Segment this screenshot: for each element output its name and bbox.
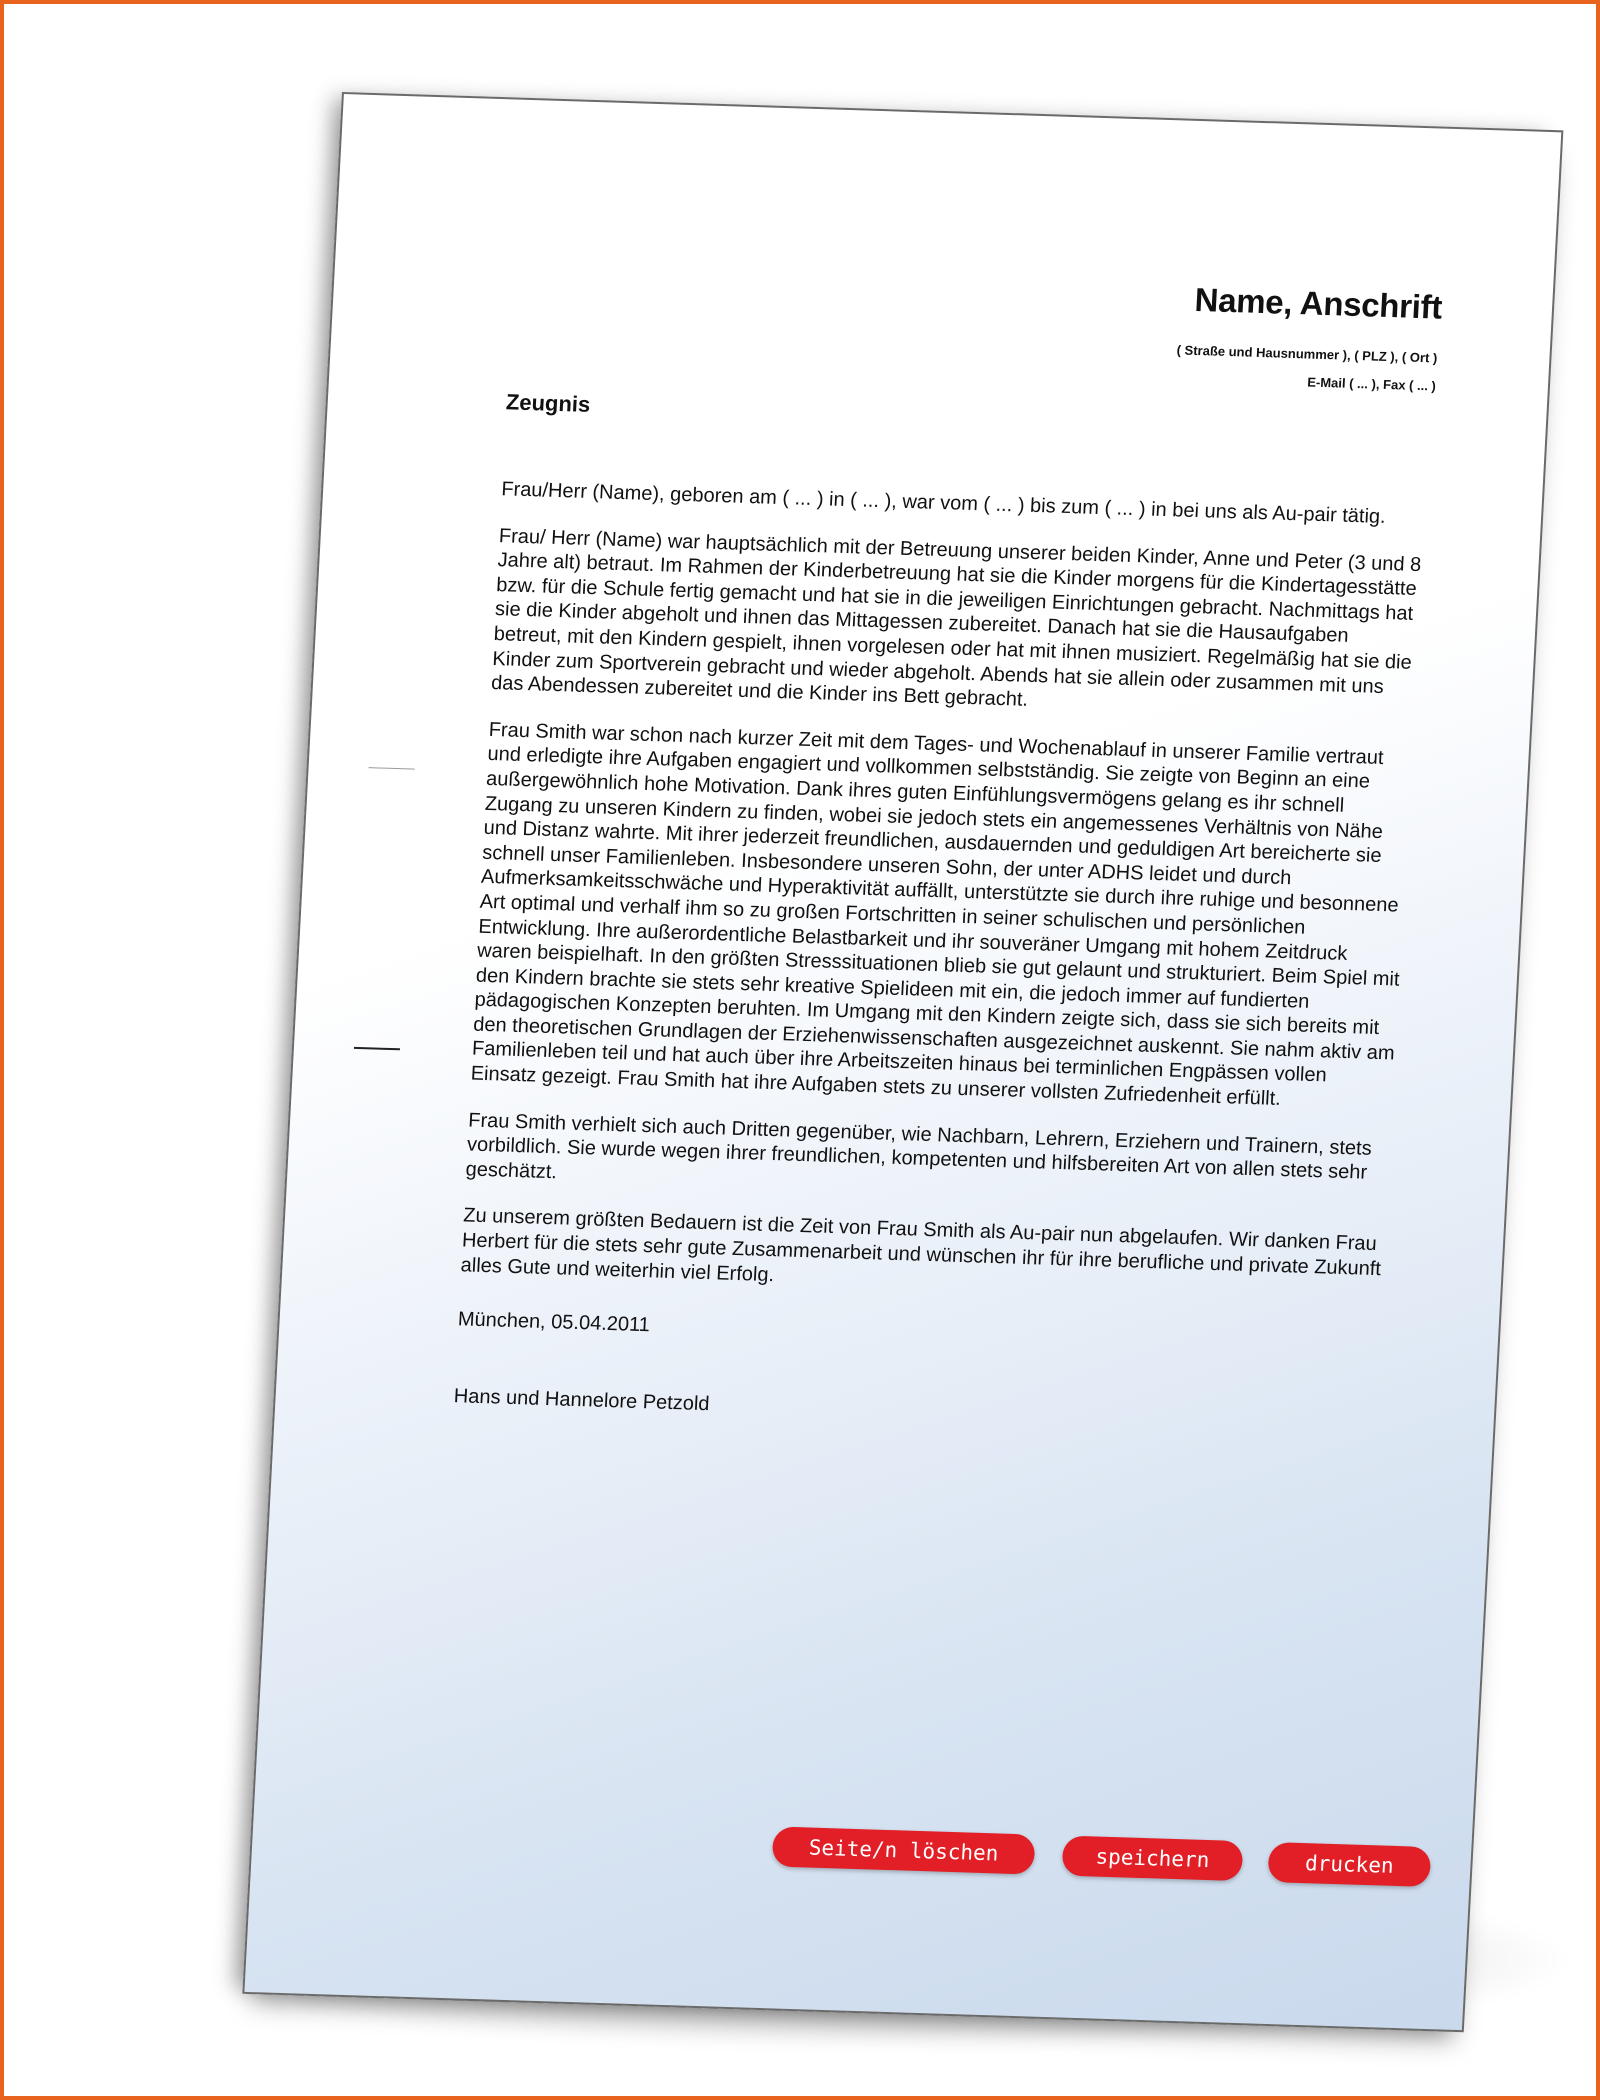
- letterhead-address: ( Straße und Hausnummer ), ( PLZ ), ( Ort ): [1176, 342, 1438, 366]
- document-body: [452, 477, 1427, 1459]
- document-page: [242, 92, 1563, 2032]
- paragraph-closing: Zu unserem größten Bedauern ist die Zeit von Frau Smith als Au-pair nun abgelaufen. Wir danken Frau Herbert für die stets sehr gute Zusammenarbeit und wünschen ihr für ihre berufliche und private Zukunft alles Gute und weiterhin viel Erfolg.: [460, 1204, 1382, 1286]
- paragraph-assessment: Frau Smith war schon nach kurzer Zeit mit dem Tages- und Wochenablauf in unserer Familie vertraut und erledigte ihre Aufgaben engagiert und vollkommen selbstständig. Sie zeigte von Beginn an eine außergewöhnlich hohe Motivation. Dank ihres guten Einfühlungsvermögens gelang es ihr schnell Zugang zu unseren Kindern zu finden, wobei sie jedoch stets ein angemessenes Verhältnis von Nähe und Distanz wahrte. Mit ihrer jederzeit freundlichen, ausdauernden und geduldigen Art bereicherte sie schnell unser Familienleben. Insbesondere unseren Sohn, der unter ADHS leidet und durch Aufmerksamkeitsschwäche und Hyperaktivität auffällt, unterstützte sie durch ihre ruhige und besonnene Art optimal und verhalf ihm so zu großen Fortschritten in seiner schulischen und persönlichen Entwicklung. Ihre außerordentliche Belastbarkeit und ihr souveräner Umgang mit hohem Zeitdruck waren beispielhaft. In den größten Stresssituationen blieb sie gut gelaunt und strukturiert. Beim Spiel mit den Kindern brachte sie stets sehr kreative Spielideen mit ein, die jedoch immer auf fundierten pädagogischen Konzepten beruhten. Im Umgang mit den Kindern zeigte sich, dass sie sich bereits mit den theoretischen Grundlagen der Erziehenwissenschaften ausgezeichnet auskennt. Sie nahm aktiv am Familienleben teil und hat auch über ihre Arbeitszeiten hinaus bei terminlichen Engpässen vollen Einsatz gezeigt. Frau Smith hat ihre Aufgaben stets zu unserer vollsten Zufriedenheit erfüllt.: [470, 718, 1401, 1111]
- fold-mark: [369, 767, 415, 769]
- paragraph-intro: Frau/Herr (Name), geboren am ( ... ) in ( ... ), war vom ( ... ) bis zum ( ... ) in bei uns als Au-pair tätig.: [500, 478, 1387, 528]
- paragraph-conduct: Frau Smith verhielt sich auch Dritten gegenüber, wie Nachbarn, Lehrern, Erziehern und Trainern, stets vorbildlich. Sie wurde wegen ihrer freundlichen, kompetenten und hilfsbereiten Art von allen stets sehr geschätzt.: [465, 1109, 1373, 1184]
- save-button[interactable]: speichern: [1061, 1836, 1243, 1882]
- document-title: Zeugnis: [505, 389, 591, 417]
- paragraph-duties: Frau/ Herr (Name) war hauptsächlich mit der Betreuung unserer beiden Kinder, Anne und Peter (3 und 8 Jahre alt) betraut. Im Rahmen der Kinderbetreuung hat sie die Kinder morgens für die Kindertagesstätte bzw. für die Schule fertig gemacht und hat sie in die jeweiligen Einrichtungen gebracht. Nachmittags hat sie die Kinder abgeholt und ihnen das Mittagessen zubereitet. Danach hat sie die Hausaufgaben betreut, mit den Kindern gespielt, ihnen vorgelesen oder hat mit ihnen musiziert. Regelmäßig hat sie die Kinder zum Sportverein gebracht und wieder abgeholt. Abends hat sie allein oder zusammen mit uns das Abendessen zubereitet und die Kinder ins Bett gebracht.: [490, 524, 1422, 711]
- signature: Hans und Hannelore Petzold: [453, 1384, 711, 1415]
- place-date: München, 05.04.2011: [457, 1308, 651, 1337]
- punch-mark: [354, 1047, 400, 1050]
- letterhead-contact: E-Mail ( ... ), Fax ( ... ): [1306, 374, 1437, 394]
- delete-pages-button[interactable]: Seite/n löschen: [772, 1826, 1036, 1874]
- letterhead-name: Name, Anschrift: [1193, 280, 1443, 326]
- print-button[interactable]: drucken: [1267, 1842, 1431, 1887]
